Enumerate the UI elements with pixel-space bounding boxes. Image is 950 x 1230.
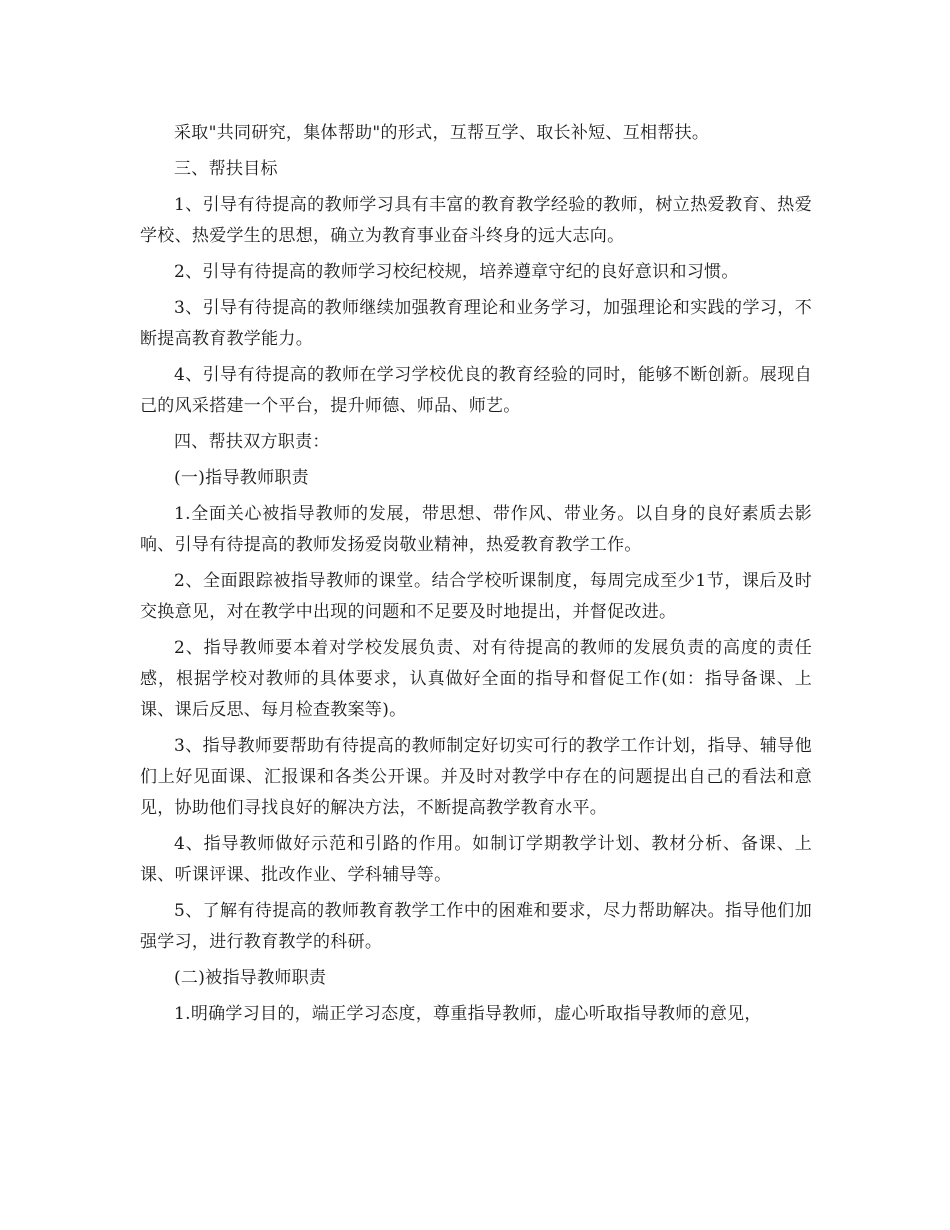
heading-goals: 三、帮扶目标: [174, 159, 278, 179]
paragraph-goal-4: 4、引导有待提高的教师在学习学校优良的教育经验的同时，能够不断创新。展现自己的风采搭建一个平台，提升师德、师品、师艺。: [140, 365, 812, 416]
paragraph-mentee-duty-1: 1.明确学习目的，端正学习态度，尊重指导教师，虚心听取指导教师的意见，: [174, 1004, 762, 1024]
paragraph-mentor-duty-4: 4、指导教师做好示范和引路的作用。如制订学期教学计划、教材分析、备课、上课、听课评课、批改作业、学科辅导等。: [140, 834, 812, 885]
paragraph-goal-1: 1、引导有待提高的教师学习具有丰富的教育教学经验的教师，树立热爱教育、热爱学校、热爱学生的思想，确立为教育事业奋斗终身的远大志向。: [140, 195, 812, 246]
paragraph-mentor-duty-5: 5、了解有待提高的教师教育教学工作中的困难和要求，尽力帮助解决。指导他们加强学习，进行教育教学的科研。: [140, 901, 812, 952]
paragraph-mentor-duty-2a: 2、全面跟踪被指导教师的课堂。结合学校听课制度，每周完成至少1节，课后及时交换意见，对在教学中出现的问题和不足要及时地提出，并督促改进。: [140, 571, 812, 622]
document-body: [140, 118, 812, 1035]
paragraph-mentor-duty-2b: 2、指导教师要本着对学校发展负责、对有待提高的教师的发展负责的高度的责任感，根据学校对教师的具体要求，认真做好全面的指导和督促工作(如：指导备课、上课、课后反思、每月检查教案等)。: [140, 638, 812, 720]
paragraph-mentor-duty-1: 1.全面关心被指导教师的发展，带思想、带作风、带业务。以自身的良好素质去影响、引导有待提高的教师发扬爱岗敬业精神，热爱教育教学工作。: [140, 504, 812, 555]
paragraph-goal-3: 3、引导有待提高的教师继续加强教育理论和业务学习，加强理论和实践的学习，不断提高教育教学能力。: [140, 298, 812, 349]
paragraph-goal-2: 2、引导有待提高的教师学习校纪校规，培养遵章守纪的良好意识和习惯。: [174, 262, 739, 282]
paragraph-mentor-duty-3: 3、指导教师要帮助有待提高的教师制定好切实可行的教学工作计划，指导、辅导他们上好见面课、汇报课和各类公开课。并及时对教学中存在的问题提出自己的看法和意见，协助他们寻找良好的解决方法，不断提高教学教育水平。: [140, 736, 812, 818]
heading-responsibilities: 四、帮扶双方职责：: [174, 432, 330, 452]
subheading-mentor-duties: (一)指导教师职责: [174, 468, 309, 488]
subheading-mentee-duties: (二)被指导教师职责: [174, 968, 327, 988]
paragraph-form-of-help: 采取"共同研究，集体帮助"的形式，互帮互学、取长补短、互相帮扶。: [174, 123, 710, 143]
